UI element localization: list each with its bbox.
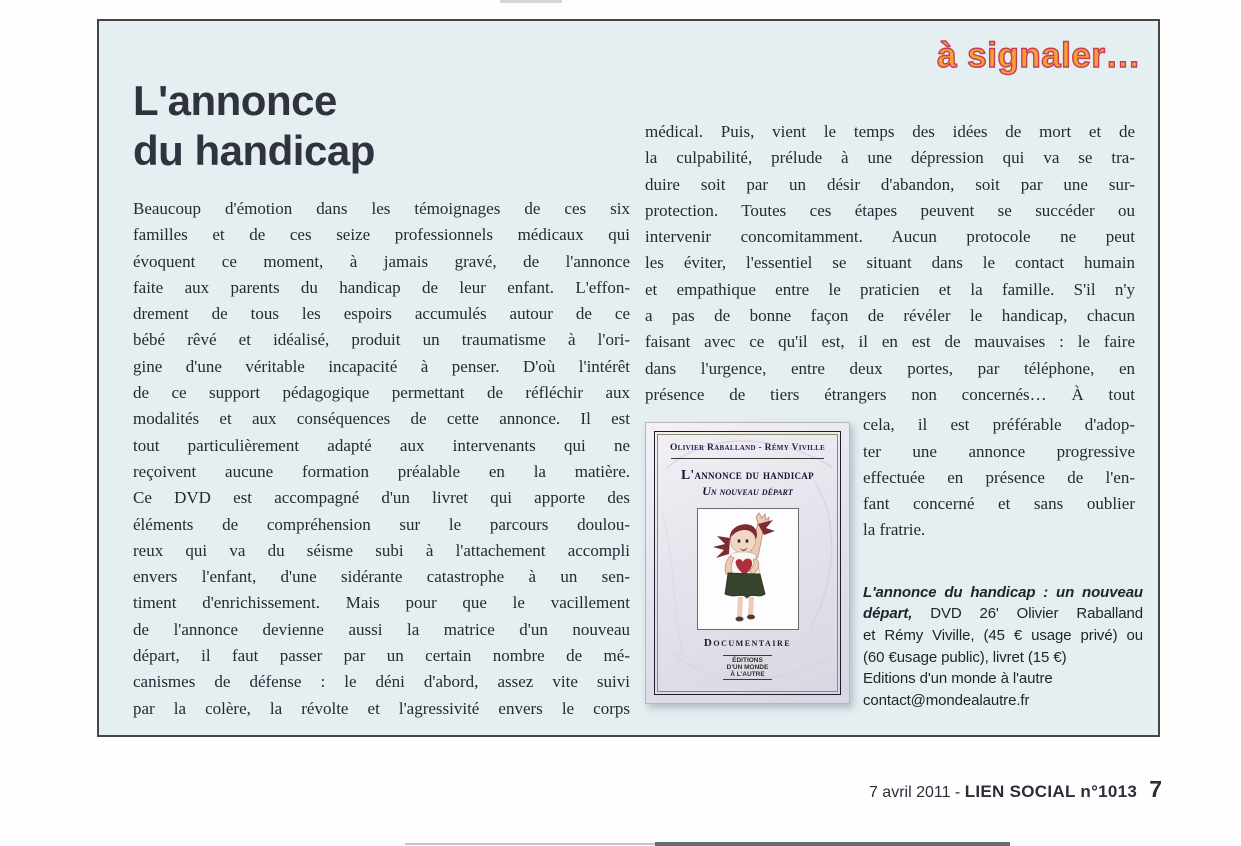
page-title (133, 76, 375, 176)
body-line: les éviter, l'essentiel se situant dans le contact humain (645, 253, 1135, 273)
dvd-cover-image (645, 422, 850, 704)
body-line: Ce DVD est accompagné d'un livret qui apporte des (133, 488, 630, 508)
publisher-line: ÉDITIONS (732, 657, 763, 665)
cover-illustration (697, 508, 799, 630)
cover-subtitle: Un nouveau départ (702, 484, 793, 499)
footer-date: 7 avril 2011 - (868, 784, 965, 801)
body-line: et empathique entre le praticien et la famille. S'il n'y (645, 279, 1135, 299)
body-line: intervenir concomitamment. Aucun protocole ne peut (645, 227, 1135, 247)
caption-line: Editions d'un monde à l'autre (863, 670, 1053, 688)
publisher-line: D'UN MONDE (726, 664, 769, 672)
body-line: évoquent ce moment, à jamais gravé, de l'annonce (133, 251, 630, 271)
scan-artifact (500, 0, 562, 3)
body-line: départ, il faut passer par un certain nombre de mé- (133, 646, 630, 666)
body-line: faite aux parents du handicap de leur enfant. L'effon- (133, 277, 630, 297)
publisher-line: À L'AUTRE (730, 671, 765, 679)
cover-genre: Documentaire (703, 637, 792, 650)
body-line: Beaucoup d'émotion dans les témoignages de ces six (133, 199, 630, 218)
body-line: présence de tiers étrangers non concernés… À tout (645, 384, 1135, 404)
body-line: par la colère, la révolte et l'agressivité envers le corps (133, 698, 630, 718)
body-line: éléments de compréhension sur le parcours doulou- (133, 514, 630, 534)
caption-line: et Rémy Viville, (45 € usage privé) ou (863, 626, 1143, 644)
cover-frame (654, 431, 841, 695)
body-line: gine d'une véritable incapacité à penser. D'où l'intérêt (133, 356, 630, 376)
section-badge: à signaler… (937, 36, 1141, 75)
wrap-text-block (863, 412, 1143, 711)
publisher-logo (723, 655, 773, 680)
page-title-line2: du handicap (133, 127, 375, 174)
body-line: dans l'urgence, entre deux portes, par téléphone, en (645, 358, 1135, 378)
article-column-right (645, 119, 1143, 711)
girl-illustration (698, 509, 798, 629)
body-line: la fratrie. (863, 520, 926, 540)
dvd-caption (863, 582, 1143, 712)
body-line: reux qui va du séisme subi à l'attachement accompli (133, 540, 630, 560)
cover-authors: Olivier Raballand - Rémy Viville (669, 443, 826, 454)
cover-divider (671, 458, 825, 459)
scan-artifact (405, 843, 655, 845)
page-footer (869, 776, 1162, 803)
cover-title: L'annonce du handicap (681, 467, 814, 483)
body-line: protection. Toutes ces étapes peuvent se succéder ou (645, 200, 1135, 220)
caption-email: contact@mondealautre.fr (863, 691, 1030, 709)
body-line: ter une annonce progressive (863, 441, 1135, 461)
scan-artifact (655, 842, 1010, 846)
caption-credits-fragment: DVD 26' Olivier Raballand (912, 605, 1143, 623)
body-line: a pas de bonne façon de révéler le handicap, chacun (645, 306, 1135, 326)
body-line: canismes de défense : le déni d'abord, assez vite suivi (133, 672, 630, 692)
body-line: cela, il est préférable d'adop- (863, 415, 1135, 435)
body-line: reçoivent aucune formation préalable en la matière. (133, 461, 630, 481)
body-line: bébé rêvé et idéalisé, produit un traumatisme à l'ori- (133, 330, 630, 350)
body-line: duire soit par un désir d'abandon, soit par une sur- (645, 174, 1135, 194)
caption-line: L'annonce du handicap : un nouveau (863, 583, 1143, 601)
body-line: faisant avec ce qu'il est, il en est de mauvaises : le faire (645, 332, 1135, 352)
footer-magazine-title: LIEN SOCIAL n°1013 (964, 782, 1138, 801)
body-line: de ce support pédagogique permettant de réfléchir aux (133, 383, 630, 403)
image-and-wrap-row (645, 412, 1143, 711)
caption-line (863, 603, 1143, 625)
page-title-line1: L'annonce (133, 77, 337, 124)
caption-line: (60 €usage public), livret (15 €) (863, 648, 1067, 666)
body-line: drement de tous les espoirs accumulés autour de ce (133, 304, 630, 324)
body-line: médical. Puis, vient le temps des idées de mort et de (645, 122, 1135, 141)
body-line: de l'annonce devienne aussi la matrice d'un nouveau (133, 619, 630, 639)
caption-title-fragment: départ, (863, 605, 913, 623)
body-line: modalités et aux conséquences de cette annonce. Il est (133, 409, 630, 429)
body-line: envers l'enfant, d'une sidérante catastrophe à un sen- (133, 567, 630, 587)
body-line: familles et de ces seize professionnels médicaux qui (133, 225, 630, 245)
body-line: la culpabilité, prélude à une dépression qui va se tra- (645, 148, 1135, 168)
article-column-left (133, 196, 630, 722)
body-line: tout particulièrement adapté aux intervenants qui ne (133, 435, 630, 455)
body-line: fant concerné et sans oublier (863, 494, 1135, 514)
body-line: timent d'enrichissement. Mais pour que le vacillement (133, 593, 630, 613)
body-line: effectuée en présence de l'en- (863, 467, 1135, 487)
footer-page-number: 7 (1149, 776, 1162, 802)
